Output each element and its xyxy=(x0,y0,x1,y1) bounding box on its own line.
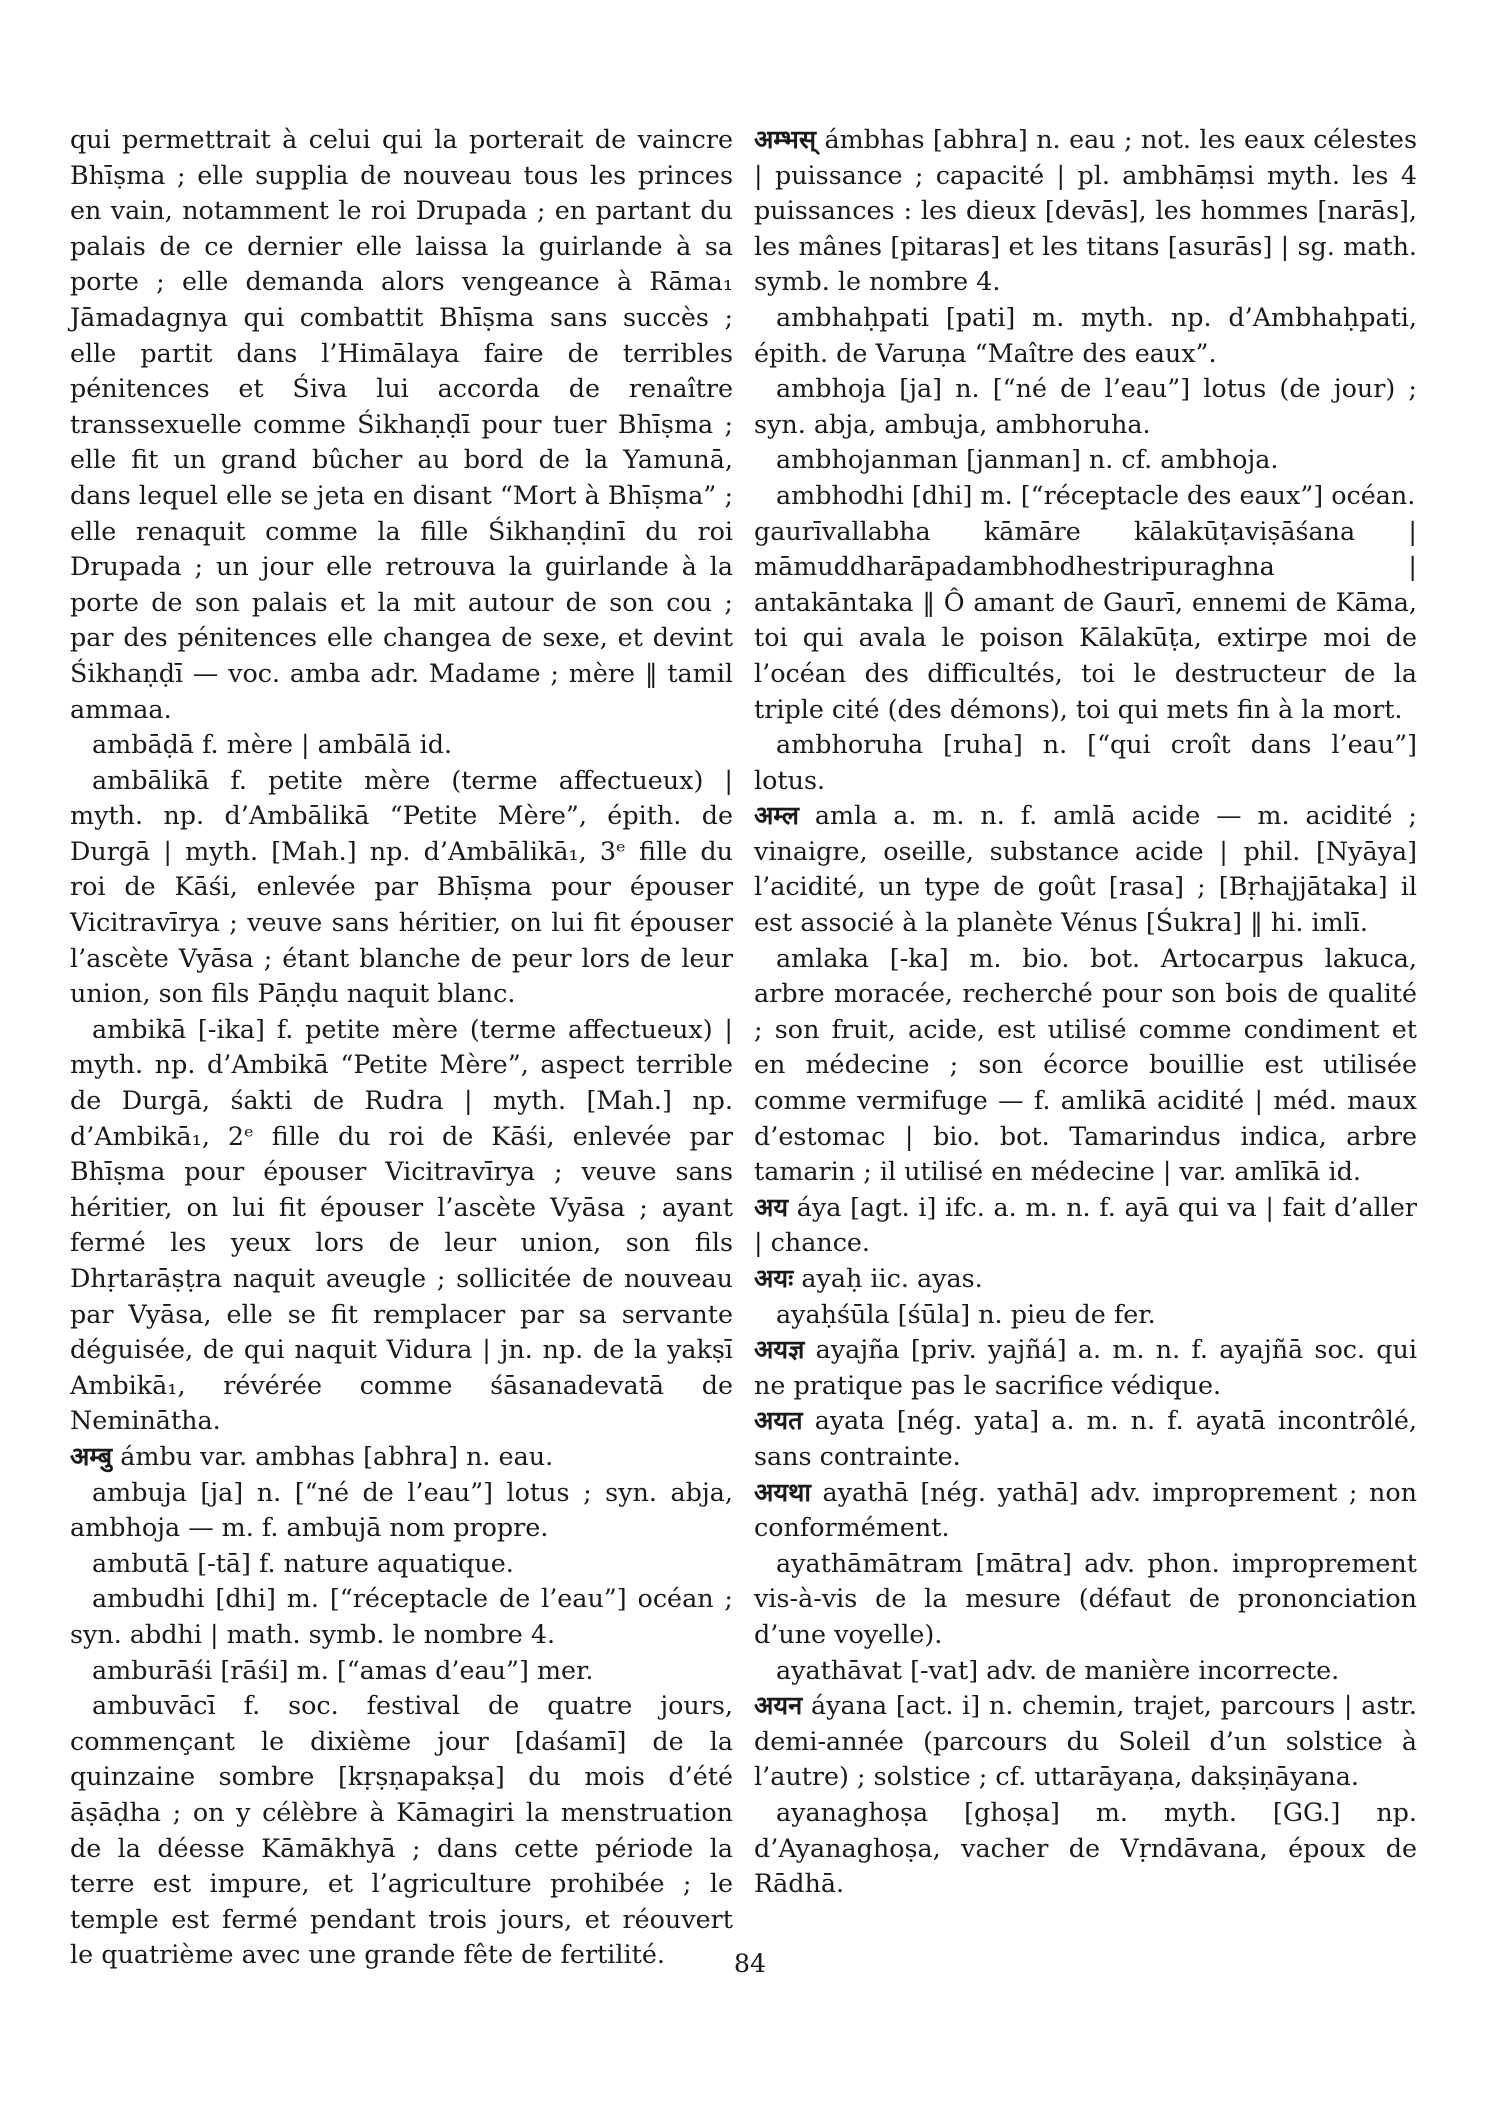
subentry xyxy=(754,442,1417,478)
subentry xyxy=(754,371,1417,442)
entry-text: ambikā [-ika] f. petite mère (terme affectueux) | myth. np. d’Ambikā “Petite Mère”, aspect terrible de Durgā, śakti de Rudra | myth. [Mah.] np. d’Ambikā₁, 2ᵉ fille du roi de Kāśi, enlevée par Bhīṣma pour épouser Vicitravīrya ; veuve sans héritier, on lui fit épouser l’ascète Vyāsa ; ayant fermé les yeux lors de leur union, son fils Dhṛtarāṣṭra naquit aveugle ; sollicitée de nouveau par Vyāsa, elle se fit remplacer par sa servante déguisée, de qui naquit Vidura | jn. np. de la yakṣī Ambikā₁, révérée comme śāsanadevatā de Neminātha. xyxy=(70,1013,733,1436)
entry-text: ambuja [ja] n. [“né de l’eau”] lotus ; syn. abja, ambhoja — m. f. ambujā nom propre. xyxy=(70,1476,733,1543)
devanagari-headword: अयन xyxy=(754,1690,803,1721)
entry-text: amla a. m. n. f. amlā acide — m. acidité ; vinaigre, oseille, substance acide | phil. [Nyāya] l’acidité, un type de goût [rasa] ; [Bṛhajjātaka] il est associé à la planète Vénus [Śukra] ‖ hi. imlī. xyxy=(754,800,1417,938)
subentry xyxy=(754,1297,1417,1333)
headword-entry xyxy=(70,1439,733,1475)
devanagari-headword: अयत xyxy=(754,1405,803,1436)
headword-entry xyxy=(754,1403,1417,1474)
devanagari-headword: अयः xyxy=(754,1263,794,1293)
subentry xyxy=(70,727,733,763)
subentry xyxy=(70,1012,733,1439)
entry-text: ambuvācī f. soc. festival de quatre jours, commençant le dixième jour [daśamī] de la quinzaine sombre [kṛṣṇapakṣa] du mois d’été āṣāḍha ; on y célèbre à Kāmagiri la menstruation de la déesse Kāmākhyā ; dans cette période la terre est impure, et l’agriculture prohibée ; le temple est fermé pendant trois jours, et réouvert le quatrième avec une grande fête de fertilité. xyxy=(70,1690,733,1970)
entry-text: ambhoruha [ruha] n. [“qui croît dans l’eau”] lotus. xyxy=(754,729,1417,795)
entry-text: áya [agt. i] ifc. a. m. n. f. ayā qui va | fait d’aller | chance. xyxy=(754,1191,1417,1258)
entry-text: ambhojanman [janman] n. cf. ambhoja. xyxy=(776,444,1279,475)
headword-entry xyxy=(754,1190,1417,1261)
subentry xyxy=(754,727,1417,798)
entry-text: ayajña [priv. yajñá] a. m. n. f. ayajñā soc. qui ne pratique pas le sacrifice védique. xyxy=(754,1334,1417,1400)
entry-text: ambhoja [ja] n. [“né de l’eau”] lotus (de jour) ; syn. abja, ambuja, ambhoruha. xyxy=(754,373,1417,439)
entry-text: qui permettrait à celui qui la porterait de vaincre Bhīṣma ; elle supplia de nouveau tous les princes en vain, notamment le roi Drupada ; en partant du palais de ce dernier elle laissa la guirlande à sa porte ; elle demanda alors vengeance à Rāma₁ Jāmadagnya qui combattit Bhīṣma sans succès ; elle partit dans l’Himālaya faire de terribles pénitences et Śiva lui accorda de renaître transsexuelle comme Śikhaṇḍī pour tuer Bhīṣma ; elle fit un grand bûcher au bord de la Yamunā, dans lequel elle se jeta en disant “Mort à Bhīṣma” ; elle renaquit comme la fille Śikhaṇḍinī du roi Drupada ; un jour elle retrouva la guirlande à la porte de son palais et la mit autour de son cou ; par des pénitences elle changea de sexe, et devint Śikhaṇḍī — voc. amba adr. Madame ; mère ‖ tamil ammaa. xyxy=(70,124,733,724)
entry-text: gaurīvallabha kāmāre kālakūṭaviṣāśana | māmuddharāpadambhodhestripuraghna | antakāntaka ‖ Ô amant de Gaurī, ennemi de Kāma, toi qui avala le poison Kālakūṭa, extirpe moi de l’océan des difficultés, toi le destructeur de la triple cité (des démons), toi qui mets fin à la mort. xyxy=(754,515,1417,724)
entry-text: ambhodhi [dhi] m. [“réceptacle des eaux”] océan. xyxy=(776,479,1416,510)
subentry xyxy=(754,1795,1417,1902)
headword-entry xyxy=(754,1261,1417,1297)
subentry xyxy=(754,1546,1417,1653)
entry-text: ayaḥśūla [śūla] n. pieu de fer. xyxy=(776,1298,1156,1329)
entry-text: ambālikā f. petite mère (terme affectueux) | myth. np. d’Ambālikā “Petite Mère”, épith. de Durgā | myth. [Mah.] np. d’Ambālikā₁, 3ᵉ fille du roi de Kāśi, enlevée par Bhīṣma pour épouser Vicitravīrya ; veuve sans héritier, on lui fit épouser l’ascète Vyāsa ; étant blanche de peur lors de leur union, son fils Pāṇḍu naquit blanc. xyxy=(70,764,733,1009)
devanagari-headword: अम्ल xyxy=(754,800,799,831)
devanagari-headword: अय xyxy=(754,1191,789,1222)
devanagari-headword: अम्बु xyxy=(70,1440,113,1471)
subentry xyxy=(70,1581,733,1652)
entry-text: ayathāmātram [mātra] adv. phon. improprement vis-à-vis de la mesure (défaut de prononciation d’une voyelle). xyxy=(754,1547,1417,1649)
entry-text: amlaka [-ka] m. bio. bot. Artocarpus lakuca, arbre moracée, recherché pour son bois de qualité ; son fruit, acide, est utilisé comme condiment et en médecine ; son écorce bouillie est utilisée comme vermifuge — f. amlikā acidité | méd. maux d’estomac | bio. bot. Tamarindus indica, arbre tamarin ; il utilisé en médecine | var. amlīkā id. xyxy=(754,942,1417,1187)
continued-text xyxy=(754,514,1417,728)
entry-text: ayaḥ iic. ayas. xyxy=(801,1263,983,1293)
entry-text: ámbu var. ambhas [abhra] n. eau. xyxy=(120,1440,554,1471)
entry-text: ambutā [-tā] f. nature aquatique. xyxy=(92,1547,514,1578)
page-number: 84 xyxy=(733,1948,767,1978)
entry-text: ayathāvat [-vat] adv. de manière incorrecte. xyxy=(776,1654,1340,1685)
subentry xyxy=(70,763,733,1012)
entry-text: ámbhas [abhra] n. eau ; not. les eaux célestes | puissance ; capacité | pl. ambhāṃsi myth. les 4 puissances : les dieux [devās], les hommes [narās], les mânes [pitaras] et les titans [asurās] | sg. math. symb. le nombre 4. xyxy=(754,124,1417,297)
entry-text: amburāśi [rāśi] m. [“amas d’eau”] mer. xyxy=(92,1654,594,1685)
headword-entry xyxy=(754,798,1417,940)
entry-text: ambāḍā f. mère | ambālā id. xyxy=(92,729,453,760)
headword-entry xyxy=(754,1475,1417,1546)
subentry xyxy=(70,1653,733,1689)
devanagari-headword: अम्भस् xyxy=(754,124,817,154)
headword-entry xyxy=(754,1688,1417,1795)
continued-text xyxy=(70,122,733,727)
headword-entry xyxy=(754,122,1417,300)
entry-text: ayata [nég. yata] a. m. n. f. ayatā incontrôlé, sans contrainte. xyxy=(754,1405,1417,1471)
left-column xyxy=(70,122,733,1973)
right-column xyxy=(754,122,1417,1902)
subentry xyxy=(754,300,1417,371)
entry-text: ambudhi [dhi] m. [“réceptacle de l’eau”] océan ; syn. abdhi | math. symb. le nombre 4. xyxy=(70,1583,733,1649)
devanagari-headword: अयथा xyxy=(754,1476,811,1507)
entry-text: ayathā [nég. yathā] adv. improprement ; non conformément. xyxy=(754,1476,1418,1543)
subentry xyxy=(754,941,1417,1190)
subentry xyxy=(70,1475,733,1546)
subentry xyxy=(70,1688,733,1973)
entry-text: ayanaghoṣa [ghoṣa] m. myth. [GG.] np. d’Ayanaghoṣa, vacher de Vṛndāvana, époux de Rādhā. xyxy=(754,1796,1417,1899)
entry-text: áyana [act. i] n. chemin, trajet, parcours | astr. demi-année (parcours du Soleil d’un solstice à l’autre) ; solstice ; cf. uttarāyaṇa, dakṣiṇāyana. xyxy=(754,1690,1418,1792)
subentry xyxy=(70,1546,733,1582)
subentry xyxy=(754,478,1417,514)
devanagari-headword: अयज्ञ xyxy=(754,1334,805,1365)
entry-text: ambhaḥpati [pati] m. myth. np. d’Ambhaḥpati, épith. de Varuṇa “Maître des eaux”. xyxy=(754,301,1417,368)
headword-entry xyxy=(754,1332,1417,1403)
subentry xyxy=(754,1653,1417,1689)
